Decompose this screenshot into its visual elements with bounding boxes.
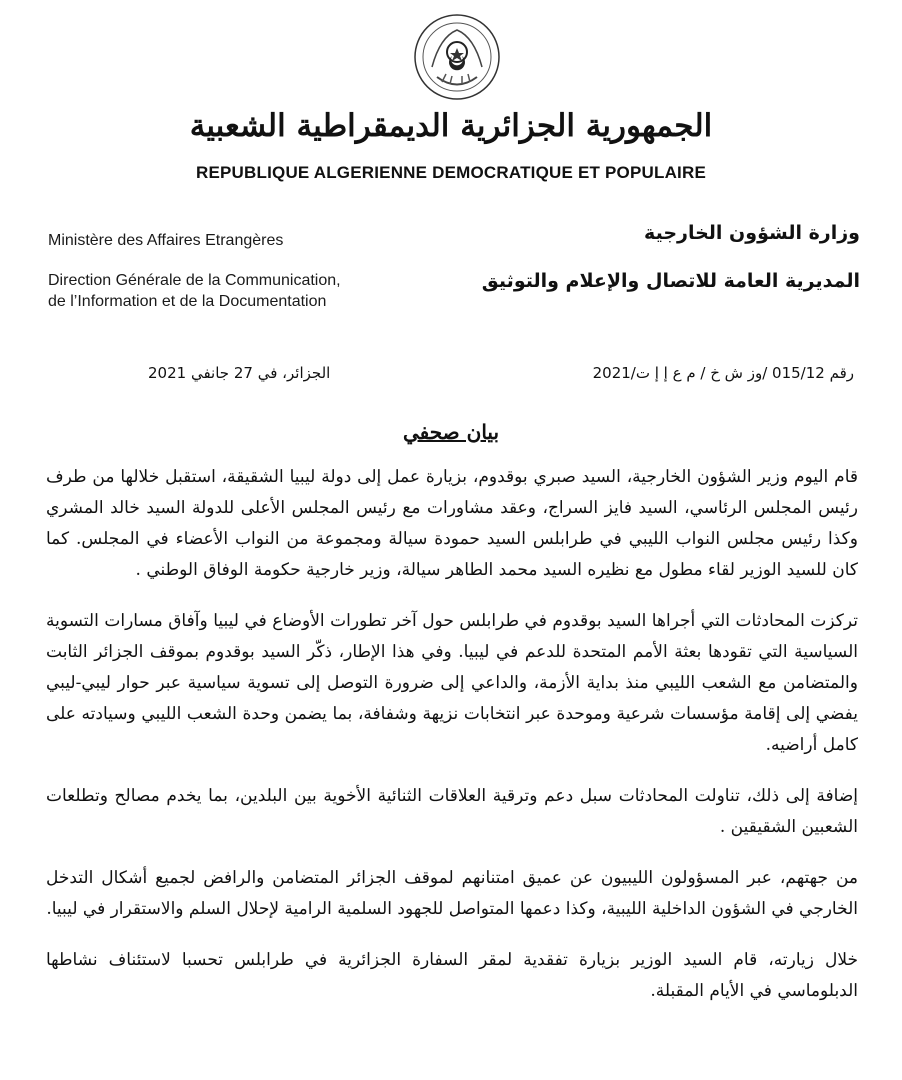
republic-title-arabic: الجمهورية الجزائرية الديمقراطية الشعبية <box>189 108 713 144</box>
direction-name-french <box>48 270 341 312</box>
press-release-body <box>46 462 858 1027</box>
ministry-block-arabic <box>482 222 860 292</box>
paragraph: إضافة إلى ذلك، تناولت المحادثات سبل دعم وترقية العلاقات الثنائية الأخوية بين البلدين، بما يخدم مصالح وتطلعات الشعبين الشقيقين . <box>46 786 858 837</box>
ministry-name-arabic: وزارة الشؤون الخارجية <box>644 222 860 244</box>
paragraph: قام اليوم وزير الشؤون الخارجية، السيد صبري بوقدوم، بزيارة عمل إلى دولة ليبيا الشقيقة، استقبل خلالها من طرف رئيس المجلس الرئاسي، السيد فايز السراج، وعقد مشاورات مع رئيس المجلس الأعلى للدولة السيد خالد المشري وكذا رئيس مجلس النواب الليبي في طرابلس السيد حمودة سيالة ومجموعة من النواب الأعضاء في المجلس. كما كان للسيد الوزير لقاء مطول مع نظيره السيد محمد الطاهر سيالة، وزير خارجية حكومة الوفاق الوطني . <box>46 467 859 580</box>
republic-title-french: REPUBLIQUE ALGERIENNE DEMOCRATIQUE ET POPULAIRE <box>196 163 706 182</box>
paragraph: من جهتهم، عبر المسؤولون الليبيون عن عميق امتنانهم لموقف الجزائر المتضامن والرافض لجميع أشكال التدخل الخارجي في الشؤون الداخلية الليبية، وكذا دعمها المتواصل للجهود السلمية الرامية لإحلال السلم والاستقرار في ليبيا. <box>46 868 858 919</box>
paragraph: تركزت المحادثات التي أجراها السيد بوقدوم في طرابلس حول آخر تطورات الأوضاع في ليبيا وآفاق مسارات التسوية السياسية التي تقودها بعثة الأمم المتحدة للدعم في ليبيا. وفي هذا الإطار، ذكّر السيد بوقدوم بموقف الجزائر الثابت والمتضامن مع الشعب الليبي منذ بداية الأزمة، والداعي إلى ضرورة التوصل إلى تسوية سياسية عبر حوار ليبي-ليبي يفضي إلى إقامة مؤسسات شرعية وموحدة عبر انتخابات نزيهة وشفافة، بما يضمن وحدة الشعب الليبي وسيادته على كامل أراضيه. <box>46 611 858 755</box>
paragraph: خلال زيارته، قام السيد الوزير بزيارة تفقدية لمقر السفارة الجزائرية في طرابلس تحسبا لاستئناف نشاطها الدبلوماسي في الأيام المقبلة. <box>46 950 858 1001</box>
document-date: الجزائر، في 27 جانفي 2021 <box>148 364 331 382</box>
ministry-name-french: Ministère des Affaires Etrangères <box>48 232 284 249</box>
direction-line-2: de l’Information et de la Documentation <box>48 293 327 310</box>
direction-line-1: Direction Générale de la Communication, <box>48 272 341 289</box>
reference-number: رقم 015/12 /وز ش خ / م ع إ إ ت/2021 <box>592 364 854 382</box>
algeria-emblem-seal-icon <box>412 12 502 102</box>
ministry-block-french <box>48 232 341 312</box>
document-heading: بيان صحفي <box>402 420 500 444</box>
direction-name-arabic: المديرية العامة للاتصال والإعلام والتوثيق <box>481 270 860 292</box>
